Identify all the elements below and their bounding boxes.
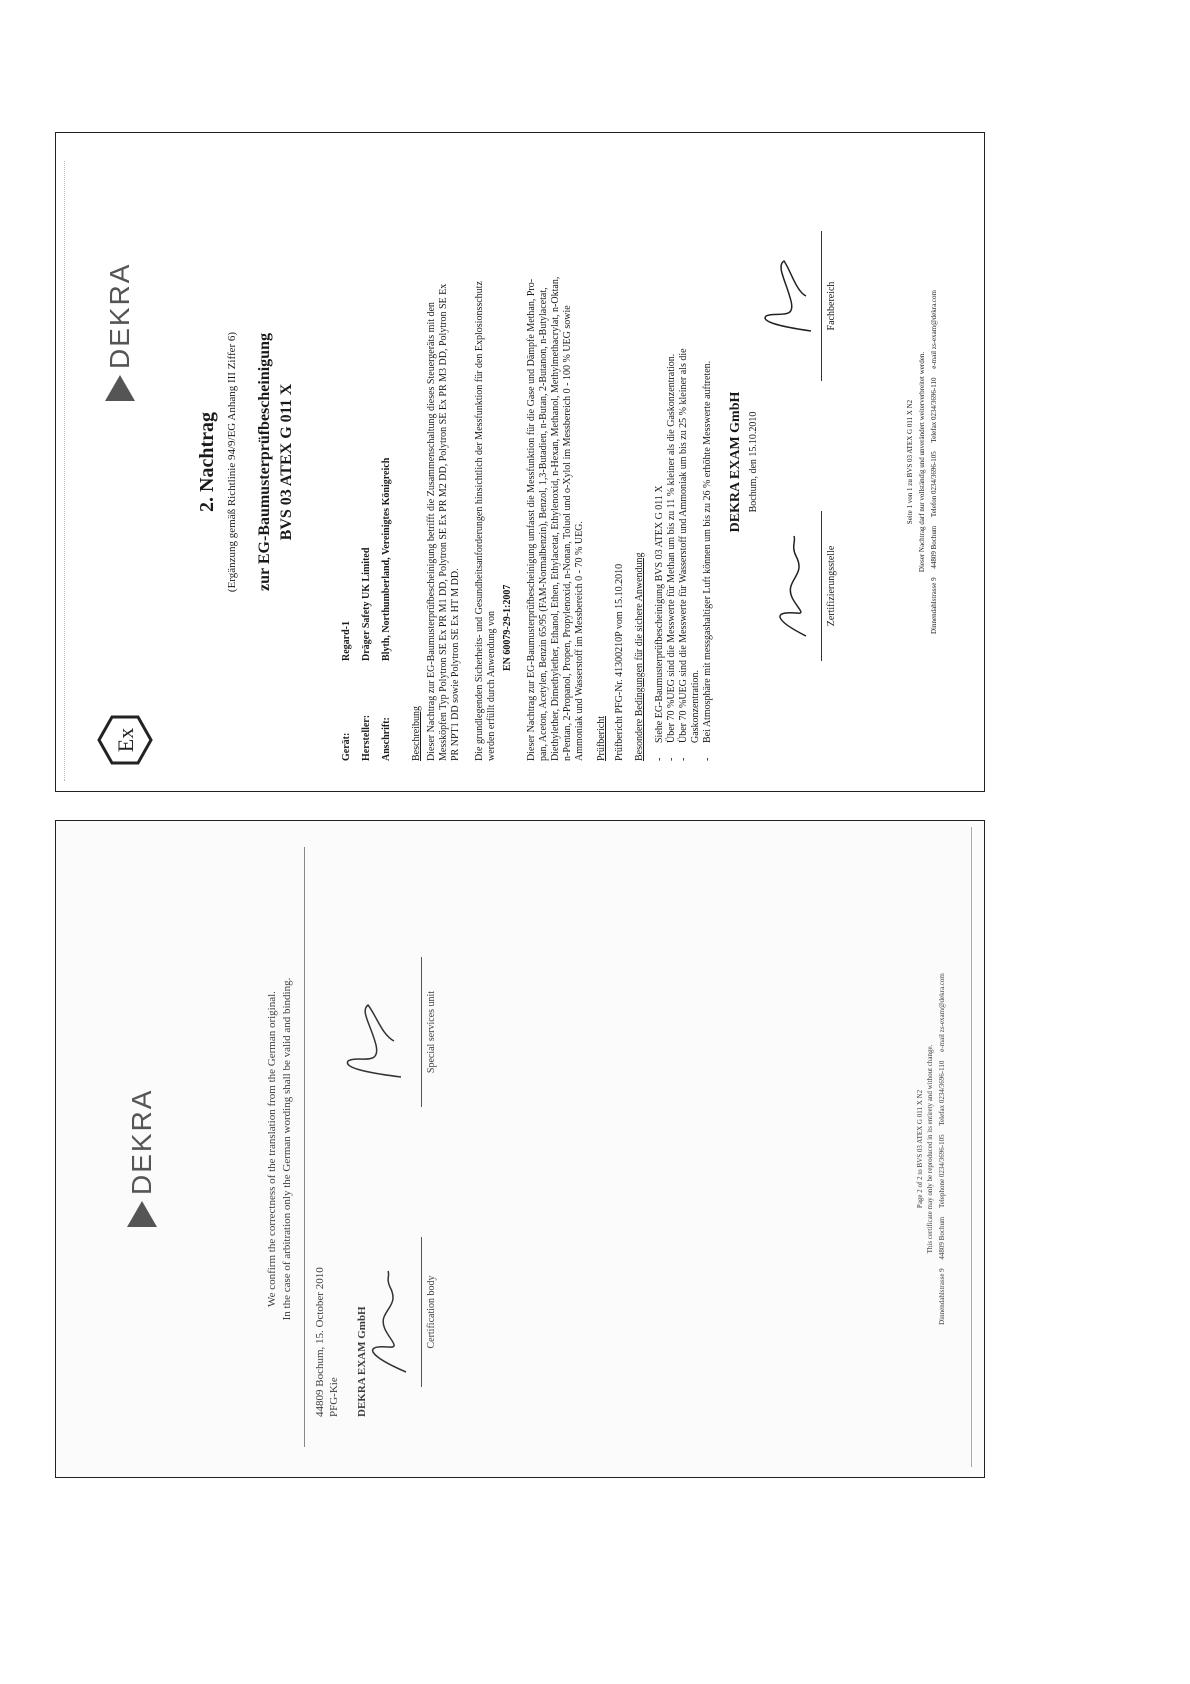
field-value-device: Regard-1 — [341, 621, 352, 661]
signature-line — [421, 1237, 422, 1387]
company-name: DEKRA EXAM GmbH — [356, 1306, 368, 1417]
divider — [304, 847, 305, 1447]
field-value-address: Blyth, Northumberland, Vereinigtes Königreich — [381, 457, 392, 661]
subtitle: (Ergänzung gemäß Richtlinie 94/9/EG Anhang III Ziffer 6) — [226, 331, 238, 593]
footer-address: Dinnendahlstrasse 9 44809 Bochum Telephone 0234/3696-105 Telefax 0234/3696-110 e-mail zs-exam@dekra.com — [938, 973, 946, 1325]
condition-bullet: - — [666, 757, 677, 761]
footer-page: Seite 1 von 1 zu BVS 03 ATEX G 011 X N2 — [906, 399, 914, 525]
footer-note: This certificate may only be reproduced in its entirety and without change. — [926, 1044, 934, 1254]
dekra-triangle-icon — [105, 375, 135, 401]
measuring-function-line: Dieser Nachtrag zur EG-Baumusterprüfbescheinigung umfasst die Messfunktion für die Gase und Dämpfe Methan, Pro- — [526, 278, 537, 761]
condition-item: Bei Atmosphäre mit messgashaltiger Luft können um bis zu 26 % erhöhte Messwerte auftreten. — [702, 360, 713, 743]
description-line: PR NPT1 DD sowie Polytron SE Ex HT M DD. — [450, 568, 461, 761]
measuring-function-line: pan, Aceton, Acetylen, Benzin 65/95 (FAM-Normalbenzin), Benzol, 1,3-Butadien, n-Butan, 2-Butanon, n-Butylacetat, — [538, 287, 549, 761]
heading: zur EG-Baumusterprüfbescheinigung — [256, 333, 273, 591]
footer-note: Dieser Nachtrag darf nur vollständig und unverändert weiterverbreitet werden. — [918, 351, 926, 573]
signature-label-right: Special services unit — [426, 990, 437, 1074]
condition-bullet: - — [654, 757, 665, 761]
description-line: Messköpfen Typ Polytron SE Ex PR M1 DD, Polytron SE Ex PR M2 DD, Polytron SE Ex PR M3 DD, Polytron SE Ex — [438, 283, 449, 761]
confirmation-line: We confirm the correctness of the translation from the German original. — [266, 991, 278, 1307]
section-heading-test-report: Prüfbericht — [596, 716, 607, 761]
field-label-manufacturer: Hersteller: — [361, 714, 372, 761]
svg-text:Ex: Ex — [113, 727, 138, 753]
place-date: Bochum, den 15.10.2010 — [748, 411, 759, 513]
signature-label-left: Zertifizierungsstelle — [826, 545, 837, 627]
signature-label-left: Certification body — [426, 1275, 437, 1349]
signature-line — [821, 231, 822, 381]
signature-special-services — [336, 997, 406, 1097]
field-label-device: Gerät: — [341, 732, 352, 761]
condition-item-continuation: Gaskonzentration. — [690, 669, 701, 743]
condition-bullet: - — [702, 757, 713, 761]
description-line: Dieser Nachtrag zur EG-Baumusterprüfbescheinigung betrifft die Zusammenschaltung dieses Steuergeräts mit den — [426, 302, 437, 761]
section-heading-description: Beschreibung — [411, 706, 422, 761]
footer-page: Page 2 of 2 to BVS 03 ATEX G 011 X N2 — [916, 1089, 924, 1209]
measuring-function-line: Ammoniak und Wasserstoff im Messbereich 0 - 70 % UEG. — [574, 521, 585, 761]
test-report-text: Prüfbericht PFG-Nr. 41300210P vom 15.10.2010 — [614, 563, 625, 761]
bottom-translation-content — [56, 821, 984, 1477]
top-certificate-content — [56, 133, 984, 791]
requirements-line: werden erfüllt durch Anwendung von — [486, 611, 497, 761]
signature-department — [756, 251, 816, 351]
scan-edge — [971, 827, 972, 1467]
company-name: DEKRA EXAM GmbH — [728, 391, 743, 533]
dekra-logo — [104, 263, 136, 401]
signature-line — [421, 957, 422, 1107]
field-label-address: Anschrift: — [381, 717, 392, 761]
condition-item: Über 70 %UEG sind die Messwerte für Methan um bis zu 11 % kleiner als die Gaskonzentration. — [666, 353, 677, 743]
ex-mark-icon — [96, 711, 154, 769]
section-heading-special-conditions: Besondere Bedingungen für die sichere Anwendung — [634, 552, 645, 761]
standard-reference: EN 60079-29-1:2007 — [502, 584, 513, 671]
dekra-wordmark: DEKRA — [126, 1088, 157, 1195]
certificate-number: BVS 03 ATEX G 011 X — [278, 383, 295, 541]
scan-dash — [64, 161, 65, 781]
dekra-logo — [126, 1089, 158, 1227]
reference: PFG-Kie — [328, 1377, 340, 1417]
dekra-wordmark: DEKRA — [104, 262, 135, 369]
dekra-triangle-icon — [127, 1201, 157, 1227]
top-certificate-page — [55, 132, 985, 792]
condition-item: Über 70 %UEG sind die Messwerte für Wasserstoff und Ammoniak um bis zu 25 % kleiner als die — [678, 348, 689, 743]
signature-certification-body — [356, 1267, 416, 1377]
condition-bullet: - — [678, 757, 689, 761]
signature-label-right: Fachbereich — [826, 281, 837, 331]
signature-certification-body — [766, 531, 816, 641]
footer-address: Dinnendahlstrasse 9 44809 Bochum Telefon 0234/3696-105 Telefax 0234/3696-110 e-mail zs-exam@dekra.com — [930, 290, 938, 634]
measuring-function-line: Diethylether, Dimethylether, Ethanol, Ethen, Ethylacetat, Ethylenoxid, n-Hexan, Methanol, Methylmethacrylat, n-Oktan, — [550, 276, 561, 761]
requirements-line: Die grundlegenden Sicherheits- und Gesundheitsanforderungen hinsichtlich der Messfunktion für den Explosionsschutz — [474, 281, 485, 761]
signature-line — [821, 511, 822, 661]
confirmation-line: In the case of arbitration only the German wording shall be valid and binding. — [281, 977, 293, 1321]
condition-item: Siehe EG-Baumusterprüfbescheinigung BVS 03 ATEX G 011 X — [654, 485, 665, 743]
title: 2. Nachtrag — [196, 412, 218, 512]
field-value-manufacturer: Dräger Safety UK Limited — [361, 547, 372, 661]
bottom-translation-page — [55, 820, 985, 1478]
place-date: 44809 Bochum, 15. October 2010 — [314, 1267, 326, 1417]
measuring-function-line: n-Pentan, 2-Propanol, Propen, Propylenoxid, n-Nonan, Toluol und o-Xylol im Messbereich 0 - 100 % UEG sowie — [562, 305, 573, 761]
